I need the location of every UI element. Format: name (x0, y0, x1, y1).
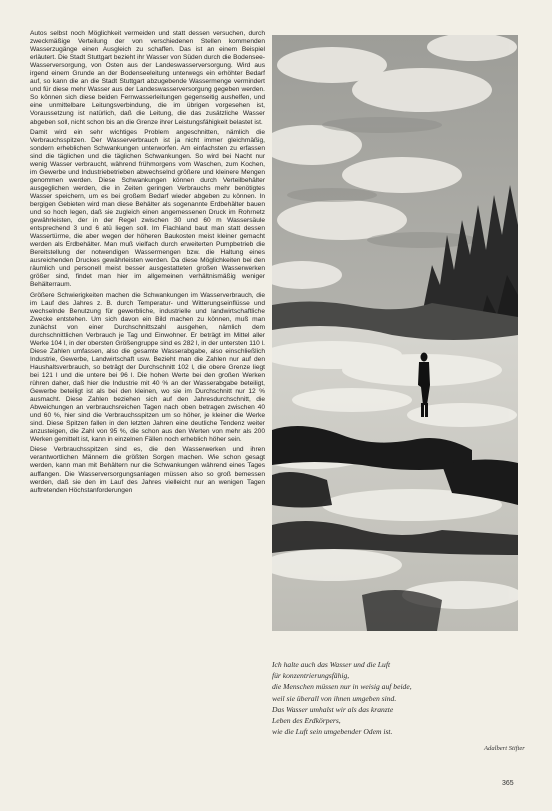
poem-line: wie die Luft sein umgebender Odem ist. (272, 727, 393, 737)
body-paragraph: Größere Schwierigkeiten machen die Schwankungen im Wasserverbrauch, die im Lauf des Jahres z. B. durch Temperatur- und Witterungseinflüsse und wechselnde Benutzung für gewerbliche, industrielle und landwirtschaftliche Zwecke entstehen. Um sich davon ein Bild machen zu können, muß man zunächst von einer Durchschnittszahl ausgehen, nämlich dem durchschnittlichen Verbrauch je Tag und Einwohner. Er beträgt im Mittel aller Werke 104 l, in der obersten Größengruppe sind es 282 l, in der untersten 110 l. Diese Zahlen umfassen, also die gesamte Wasserabgabe, also einschließlich Industrie, Gewerbe, Landwirtschaft usw. Bezieht man die Zahlen nur auf den Haushaltsverbrauch, so beträgt der Durchschnitt 102 l, die obere Grenze liegt bei 121 l und die untere bei 96 l. Die hohen Werte bei den großen Werken rühren daher, daß hier die Industrie mit 40 % an der Wasserabgabe beteiligt, Gewerbe beteiligt ist als bei den kleinen, wo sie im Durchschnitt nur 12 % ausmacht. Diese Zahlen beziehen sich auf den Jahresdurchschnitt, die Abweichungen an verbrauchsreichen Tagen nach oben betragen zwischen 40 und 60 %, hier sind die Verbrauchsspitzen um so höher, je kleiner die Werke sind. Diese Spitzen fallen in den letzten Jahren eine deutliche Tendenz weiter anzusteigen, die Zahl von 95 %, die schon aus den Werten von mehr als 200 Werken gemittelt ist, kann in einzelnen Fällen noch erheblich höher sein. (30, 291, 265, 444)
poem-line: Leben des Erdkörpers, (272, 716, 341, 726)
article-body-column (30, 30, 265, 800)
poem-line: Das Wasser umhalst wir als das kranzte (272, 704, 394, 714)
body-paragraph: Diese Verbrauchsspitzen sind es, die den Wasserwerken und ihren verantwortlichen Männern die größten Sorgen machen. Wie schon gesagt werden, kann man mit Behältern nur die Schwankungen während eines Tages auffangen. Die Wasserversorgungsanlagen müssen also so groß bemessen werden, daß sie den im Lauf des Jahres vielleicht nur an wenigen Tagen auftretenden Höchstanforderungen (30, 446, 265, 494)
poem-line: die Menschen müssen nur in weisig auf beide, (272, 682, 412, 692)
body-paragraph: Autos selbst noch Möglichkeit vermeiden und statt dessen versuchen, durch zweckmäßige Verteilung der von verschiedenen Stellen kommenden Wasserzugänge einen Ausgleich zu schaffen. Das ist an einem Beispiel erläutert. Die Stadt Stuttgart bezieht ihr Wasser von Süden durch die Bodensee-Wasserversorgung, von Osten aus der Landeswasserversorgung. Wird aus irgend einem Grunde an der Bodenseeleitung unterwegs ein erhöhter Bedarf auf, so kann die an die Stadt Stuttgart abzugebende Wassermenge vermindert und für diese mehr Wasser aus der Landeswasserversorgung gegeben werden. So können sich diese beiden Fernwasserleitungen gegenseitig aushelfen, und eine unmittelbare Leitungsverbindung, die im übrigen vorgesehen ist, Voraussetzung ist natürlich, daß die Leitung, die das zusätzliche Wasser abgeben soll, nicht schon bis an die Grenze ihrer Leistungsfähigkeit belastet ist. (30, 30, 265, 126)
waterfall-photo-image (272, 35, 518, 631)
poem-line: für konzentrierungsfähig, (272, 671, 350, 681)
poem-quote (272, 659, 477, 737)
page-number: 365 (502, 780, 514, 787)
poem-line: Ich halte auch das Wasser und die Luft (272, 660, 391, 669)
waterfall-photograph (272, 35, 518, 631)
poem-author: Adalbert Stifter (484, 745, 525, 752)
poem-line: weil sie überall von ihnen umgeben sind. (272, 693, 397, 703)
body-paragraph: Damit wird ein sehr wichtiges Problem angeschnitten, nämlich die Verbrauchsspitzen. Der Wasserverbrauch ist ja nicht immer gleichmäßig, sondern erheblichen Schwankungen unterworfen. Am einfachsten zu erfassen sind die täglichen und die täglichen Schwankungen. So wird bei Nacht nur wenig Wasser verbraucht, während frühmorgens vom Waschen, zum Kochen, im Gewerbe und Industriebetrieben abwechselnd größere und kleinere Mengen genommen werden. Diese Schwankungen können durch Verteilbehälter ausgeglichen werden, die in Zeiten geringen Verbrauchs mehr benötigtes Wasser speichern, um es bei großem Bedarf wieder abgeben zu können. In bergigen Gebieten wird man diese Behälter als sogenannte Erdbehälter bauen und so hoch legen, daß sie zugleich einen angemessenen Druck im Rohrnetz gewährleisten, der in der Regel zwischen 30 und 60 m Wassersäule entsprechend 3 und 6 atü liegen soll. Im Flachland baut man statt dessen Wassertürme, die aber wegen der höheren Baukosten meist kleiner gemacht werden als Erdbehälter. Man muß vielfach durch erweiterten Pumpbetrieb die Bereitstellung der notwendigen Wassermengen bzw. die Haltung eines ausreichenden Druckes gewährleisten werden. Da diese Möglichkeiten bei den räumlich und personell meist besser ausgestatteten großen Wasserwerken größer sind, findet man hier im allgemeinen verhältnismäßig weniger Behälterraum. (30, 128, 265, 289)
